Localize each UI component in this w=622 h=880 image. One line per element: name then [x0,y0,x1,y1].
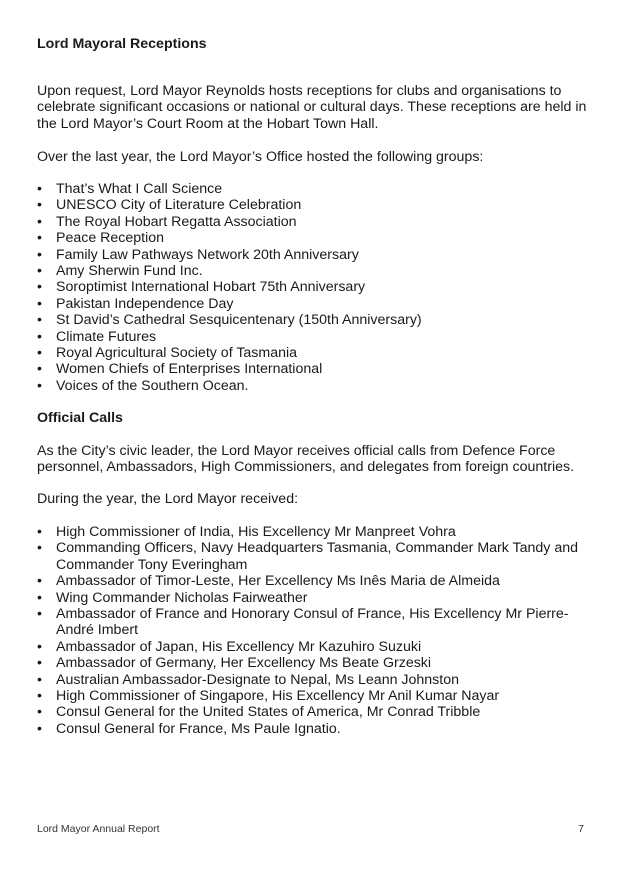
list-item: • Pakistan Independence Day [37,296,597,312]
list-item: • Consul General for the United States of America, Mr Conrad Tribble [37,704,597,720]
list-item: • The Royal Hobart Regatta Association [37,214,597,230]
calls-intro: As the City’s civic leader, the Lord Mayor receives official calls from Defence Force personnel, Ambassadors, High Commissioners, and delegates from foreign countries. [37,443,575,476]
footer-report-title: Lord Mayor Annual Report [37,823,160,835]
section-heading-official-calls: Official Calls [37,410,123,426]
list-item: • Australian Ambassador-Designate to Nepal, Ms Leann Johnston [37,672,597,688]
list-item: • Royal Agricultural Society of Tasmania [37,345,597,361]
list-item: • Ambassador of Germany, Her Excellency Ms Beate Grzeski [37,655,597,671]
receptions-list [37,181,597,394]
list-item: • High Commissioner of Singapore, His Excellency Mr Anil Kumar Nayar [37,688,597,704]
list-item: • Voices of the Southern Ocean. [37,378,597,394]
list-item: • Ambassador of France and Honorary Consul of France, His Excellency Mr Pierre-André Imbert [37,606,597,639]
list-item: • Soroptimist International Hobart 75th Anniversary [37,279,597,295]
receptions-intro: Upon request, Lord Mayor Reynolds hosts receptions for clubs and organisations to celebrate significant occasions or national or cultural days. These receptions are held in the Lord Mayor’s Court Room at the Hobart Town Hall. [37,83,587,132]
list-item: • UNESCO City of Literature Celebration [37,197,597,213]
page-number: 7 [578,823,584,835]
list-item: • St David’s Cathedral Sesquicentenary (150th Anniversary) [37,312,597,328]
list-item: • Peace Reception [37,230,597,246]
list-item: • Women Chiefs of Enterprises International [37,361,597,377]
list-item: • Amy Sherwin Fund Inc. [37,263,597,279]
list-item: • Climate Futures [37,329,597,345]
section-heading-receptions: Lord Mayoral Receptions [37,36,207,52]
calls-lead: During the year, the Lord Mayor received: [37,491,299,507]
list-item: • High Commissioner of India, His Excellency Mr Manpreet Vohra [37,524,597,540]
list-item: • Ambassador of Timor-Leste, Her Excellency Ms Inês Maria de Almeida [37,573,597,589]
list-item: • Ambassador of Japan, His Excellency Mr Kazuhiro Suzuki [37,639,597,655]
calls-list [37,524,597,737]
list-item: • That’s What I Call Science [37,181,597,197]
list-item: • Wing Commander Nicholas Fairweather [37,590,597,606]
list-item: • Commanding Officers, Navy Headquarters Tasmania, Commander Mark Tandy and Commander Tony Everingham [37,540,597,573]
list-item: • Consul General for France, Ms Paule Ignatio. [37,721,597,737]
list-item: • Family Law Pathways Network 20th Anniversary [37,247,597,263]
receptions-lead: Over the last year, the Lord Mayor’s Office hosted the following groups: [37,149,484,165]
